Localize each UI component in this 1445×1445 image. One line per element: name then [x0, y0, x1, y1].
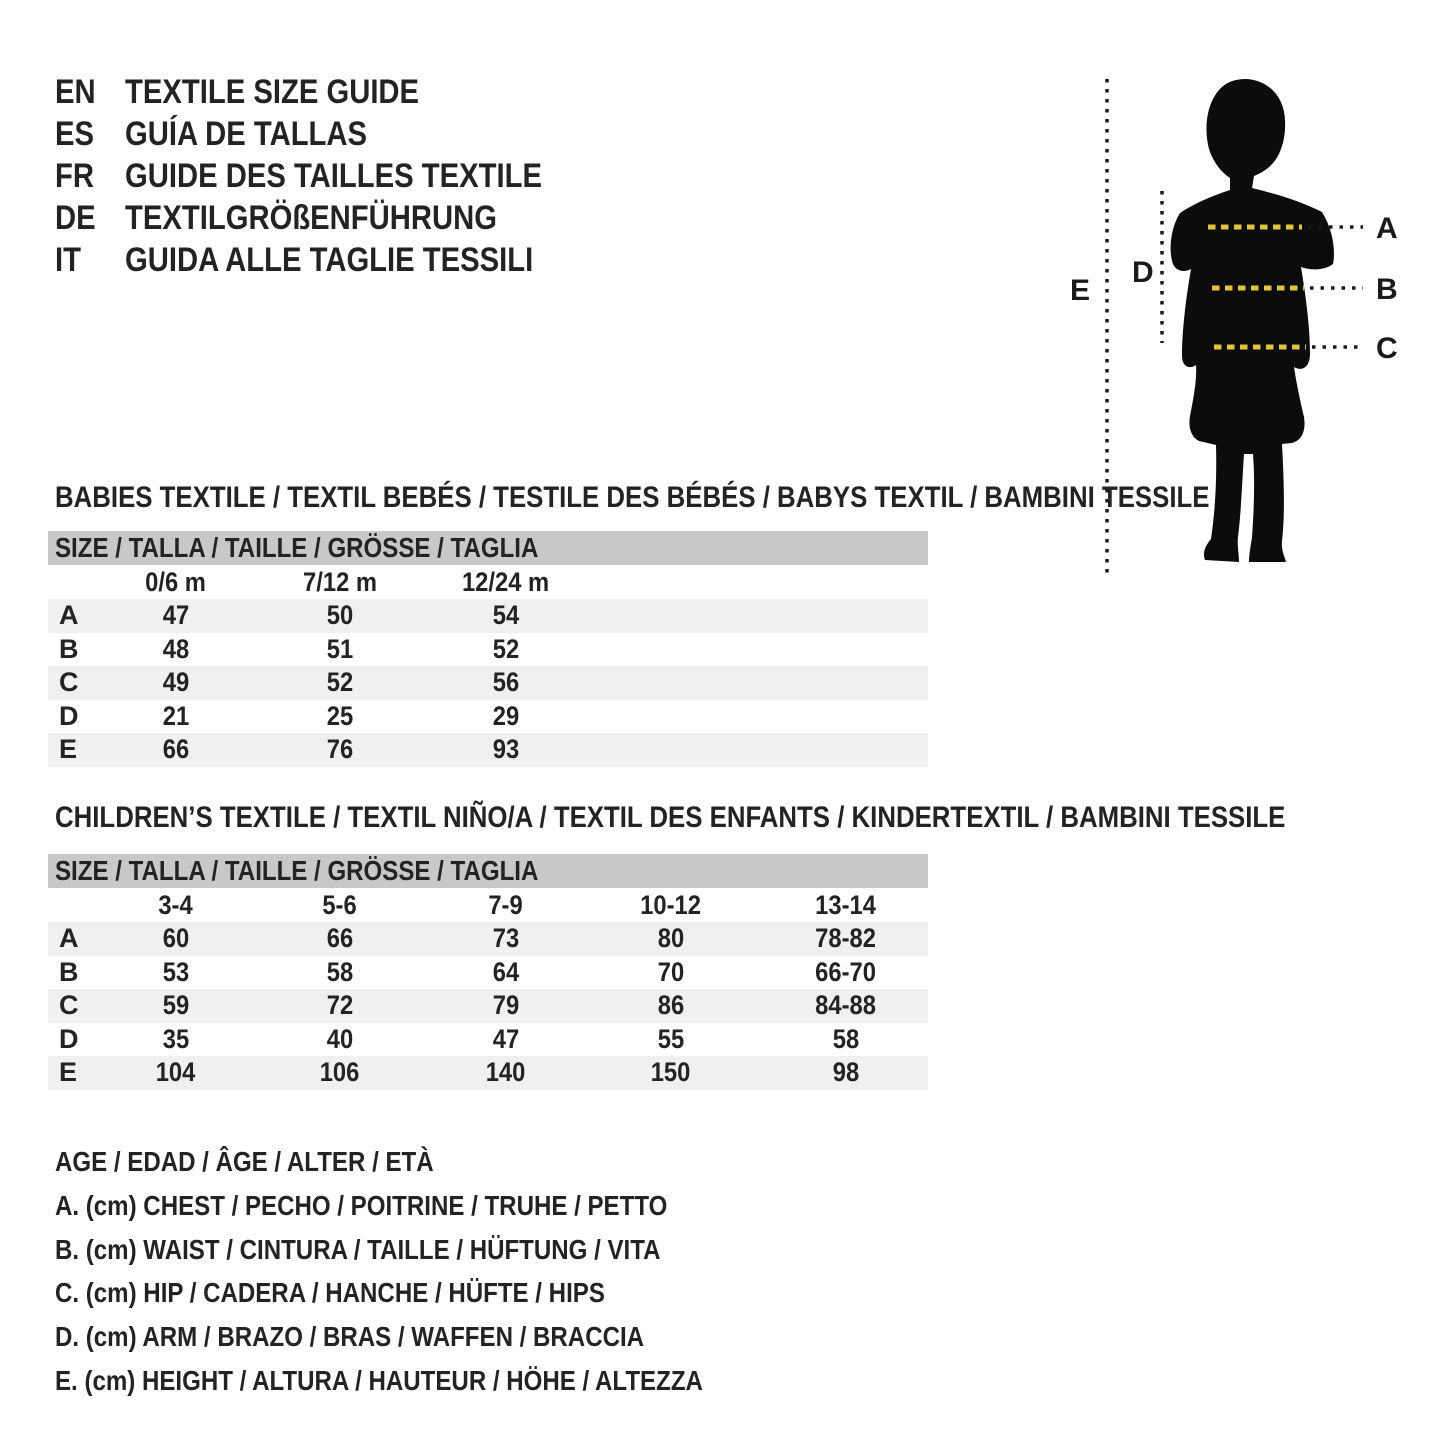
column-header: 13-14 — [815, 890, 877, 920]
label-arm-d: D — [1132, 256, 1154, 289]
legend-chest: A. (cm) CHEST / PECHO / POITRINE / TRUHE / PETTO — [55, 1189, 668, 1221]
babies-size-table — [48, 531, 928, 767]
cell-value: 93 — [492, 734, 520, 765]
table-row — [48, 666, 928, 700]
table-row — [48, 922, 928, 956]
cell-value: 47 — [162, 600, 190, 630]
cell-value: 70 — [657, 956, 685, 987]
label-waist-b: B — [1376, 273, 1398, 306]
cell-value: 86 — [657, 990, 685, 1021]
cell-value: 66 — [326, 923, 354, 953]
lang-code: DE — [55, 199, 96, 237]
lang-row-it — [55, 239, 610, 281]
children-size-table — [48, 854, 928, 1090]
cell-value: 106 — [320, 1057, 360, 1088]
column-header: 0/6 m — [145, 567, 207, 597]
cell-value: 76 — [326, 734, 354, 765]
row-label: D — [59, 1023, 79, 1054]
measurement-diagram — [1040, 60, 1445, 600]
table-row — [48, 700, 928, 734]
babies-section-title: BABIES TEXTILE / TEXTIL BEBÉS / TESTILE DES BÉBÉS / BABYS TEXTIL / BAMBINI TESSILE — [55, 481, 1210, 514]
cell-value: 53 — [162, 956, 190, 987]
table-row — [48, 956, 928, 990]
lang-row-en — [55, 71, 610, 113]
language-title-block — [55, 71, 610, 281]
cell-value: 66-70 — [815, 956, 877, 987]
cell-value: 60 — [162, 923, 190, 953]
cell-value: 50 — [326, 600, 354, 630]
label-height-e: E — [1070, 274, 1091, 307]
guide-title-en: TEXTILE SIZE GUIDE — [125, 73, 420, 111]
children-column-headers — [48, 888, 928, 922]
cell-value: 140 — [486, 1057, 526, 1088]
cell-value: 150 — [651, 1057, 691, 1088]
legend-hip: C. (cm) HIP / CADERA / HANCHE / HÜFTE / HIPS — [55, 1277, 605, 1309]
cell-value: 56 — [492, 667, 520, 698]
cell-value: 80 — [657, 923, 685, 953]
children-section-title: CHILDREN’S TEXTILE / TEXTIL NIÑO/A / TEXTIL DES ENFANTS / KINDERTEXTIL / BAMBINI TESSILE — [55, 801, 1286, 834]
cell-value: 40 — [326, 1023, 354, 1054]
guide-title-de: TEXTILGRÖßENFÜHRUNG — [125, 199, 497, 237]
cell-value: 48 — [162, 633, 190, 664]
row-label: E — [59, 1057, 78, 1088]
table-row — [48, 989, 928, 1023]
lang-row-de — [55, 197, 610, 239]
row-label: E — [59, 734, 78, 765]
column-header: 5-6 — [322, 890, 358, 920]
legend-waist: B. (cm) WAIST / CINTURA / TAILLE / HÜFTUNG / VITA — [55, 1233, 661, 1265]
cell-value: 47 — [492, 1023, 520, 1054]
table-row — [48, 599, 928, 633]
cell-value: 54 — [492, 600, 520, 630]
cell-value: 78-82 — [815, 923, 877, 953]
legend-height: E. (cm) HEIGHT / ALTURA / HAUTEUR / HÖHE / ALTEZZA — [55, 1364, 703, 1396]
babies-size-header-bar: SIZE / TALLA / TAILLE / GRÖSSE / TAGLIA — [48, 531, 928, 565]
column-header: 7-9 — [488, 890, 524, 920]
legend-age: AGE / EDAD / ÂGE / ALTER / ETÀ — [55, 1146, 434, 1177]
lang-code: EN — [55, 73, 96, 111]
lang-row-fr — [55, 155, 610, 197]
cell-value: 59 — [162, 990, 190, 1021]
row-label: C — [59, 667, 79, 698]
row-label: B — [59, 956, 79, 987]
cell-value: 104 — [156, 1057, 196, 1088]
lang-code: FR — [55, 157, 94, 195]
cell-value: 35 — [162, 1023, 190, 1054]
label-chest-a: A — [1376, 212, 1398, 245]
cell-value: 21 — [162, 700, 190, 731]
column-header: 10-12 — [640, 890, 702, 920]
cell-value: 51 — [326, 633, 354, 664]
lang-code: ES — [55, 115, 95, 153]
column-header: 7/12 m — [303, 567, 377, 597]
row-label: A — [59, 600, 79, 630]
row-label: D — [59, 700, 79, 731]
cell-value: 73 — [492, 923, 520, 953]
cell-value: 66 — [162, 734, 190, 765]
children-size-header-bar: SIZE / TALLA / TAILLE / GRÖSSE / TAGLIA — [48, 854, 928, 888]
row-label: C — [59, 990, 79, 1021]
cell-value: 52 — [492, 633, 520, 664]
cell-value: 64 — [492, 956, 520, 987]
row-label: B — [59, 633, 79, 664]
lang-code: IT — [55, 241, 81, 279]
cell-value: 58 — [832, 1023, 860, 1054]
cell-value: 58 — [326, 956, 354, 987]
babies-column-headers — [48, 565, 928, 599]
label-hip-c: C — [1376, 332, 1398, 365]
row-label: A — [59, 923, 79, 953]
legend-arm: D. (cm) ARM / BRAZO / BRAS / WAFFEN / BRACCIA — [55, 1321, 645, 1353]
cell-value: 25 — [326, 700, 354, 731]
cell-value: 55 — [657, 1023, 685, 1054]
table-row — [48, 733, 928, 767]
column-header: 12/24 m — [462, 567, 550, 597]
guide-title-fr: GUIDE DES TAILLES TEXTILE — [125, 157, 542, 195]
column-header: 3-4 — [158, 890, 194, 920]
cell-value: 98 — [832, 1057, 860, 1088]
cell-value: 29 — [492, 700, 520, 731]
cell-value: 84-88 — [815, 990, 877, 1021]
lang-row-es — [55, 113, 610, 155]
cell-value: 79 — [492, 990, 520, 1021]
cell-value: 52 — [326, 667, 354, 698]
table-row — [48, 633, 928, 667]
table-row — [48, 1056, 928, 1090]
cell-value: 49 — [162, 667, 190, 698]
cell-value: 72 — [326, 990, 354, 1021]
guide-title-es: GUÍA DE TALLAS — [125, 115, 368, 153]
guide-title-it: GUIDA ALLE TAGLIE TESSILI — [125, 241, 534, 279]
table-row — [48, 1023, 928, 1057]
measurement-legend — [55, 1140, 808, 1403]
